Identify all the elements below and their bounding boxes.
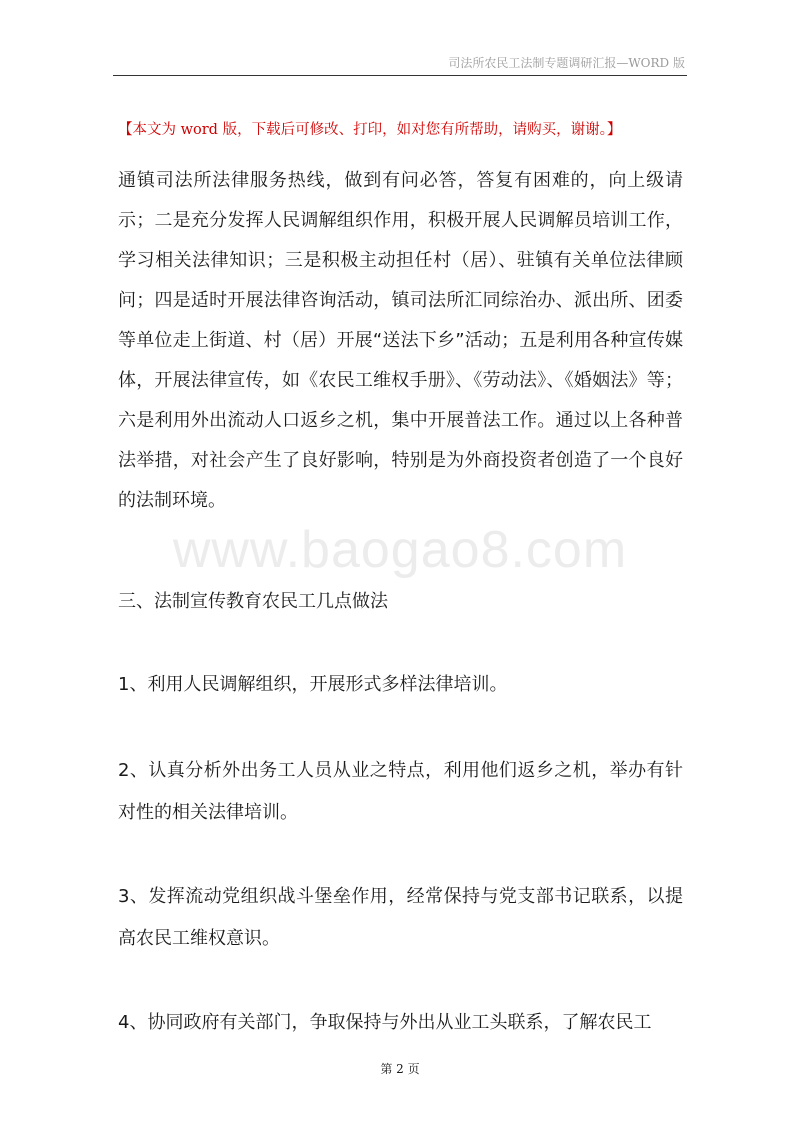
body-paragraph: 通镇司法所法律服务热线，做到有问必答，答复有困难的，向上级请示；二是充分发挥人民调解组织作用，积极开展人民调解员培训工作，学习相关法律知识；三是积极主动担任村（居）、驻镇有关单位法律顾问；四是适时开展法律咨询活动，镇司法所汇同综治办、派出所、团委等单位走上街道、村（居）开展“送法下乡”活动；五是利用各种宣传媒体，开展法律宣传，如《农民工维权手册》、《劳动法》、《婚姻法》等；六是利用外出流动人口返乡之机，集中开展普法工作。通过以上各种普法举措，对社会产生了良好影响，特别是为外商投资者创造了一个良好的法制环境。 (118, 170, 683, 511)
header-title: 司法所农民工法制专题调研汇报—WORD 版 (448, 56, 685, 70)
list-item: 3、发挥流动党组织战斗堡垒作用，经常保持与党支部书记联系，以提高农民工维权意识。 (118, 886, 683, 949)
list-item: 4、协同政府有关部门，争取保持与外出从业工头联系，了解农民工 (118, 1012, 652, 1033)
header-rule (113, 75, 687, 76)
section-heading: 三、法制宣传教育农民工几点做法 (118, 591, 388, 612)
list-item: 2、认真分析外出务工人员从业之特点，利用他们返乡之机，举办有针对性的相关法律培训。 (118, 760, 683, 823)
list-item: 1、利用人民调解组织，开展形式多样法律培训。 (118, 674, 508, 695)
watermark: www.baogao8.com (172, 521, 628, 579)
purchase-notice: 【本文为 word 版，下载后可修改、打印，如对您有所帮助，请购买，谢谢。】 (118, 122, 622, 138)
page-number: 第 2 页 (380, 1062, 420, 1076)
